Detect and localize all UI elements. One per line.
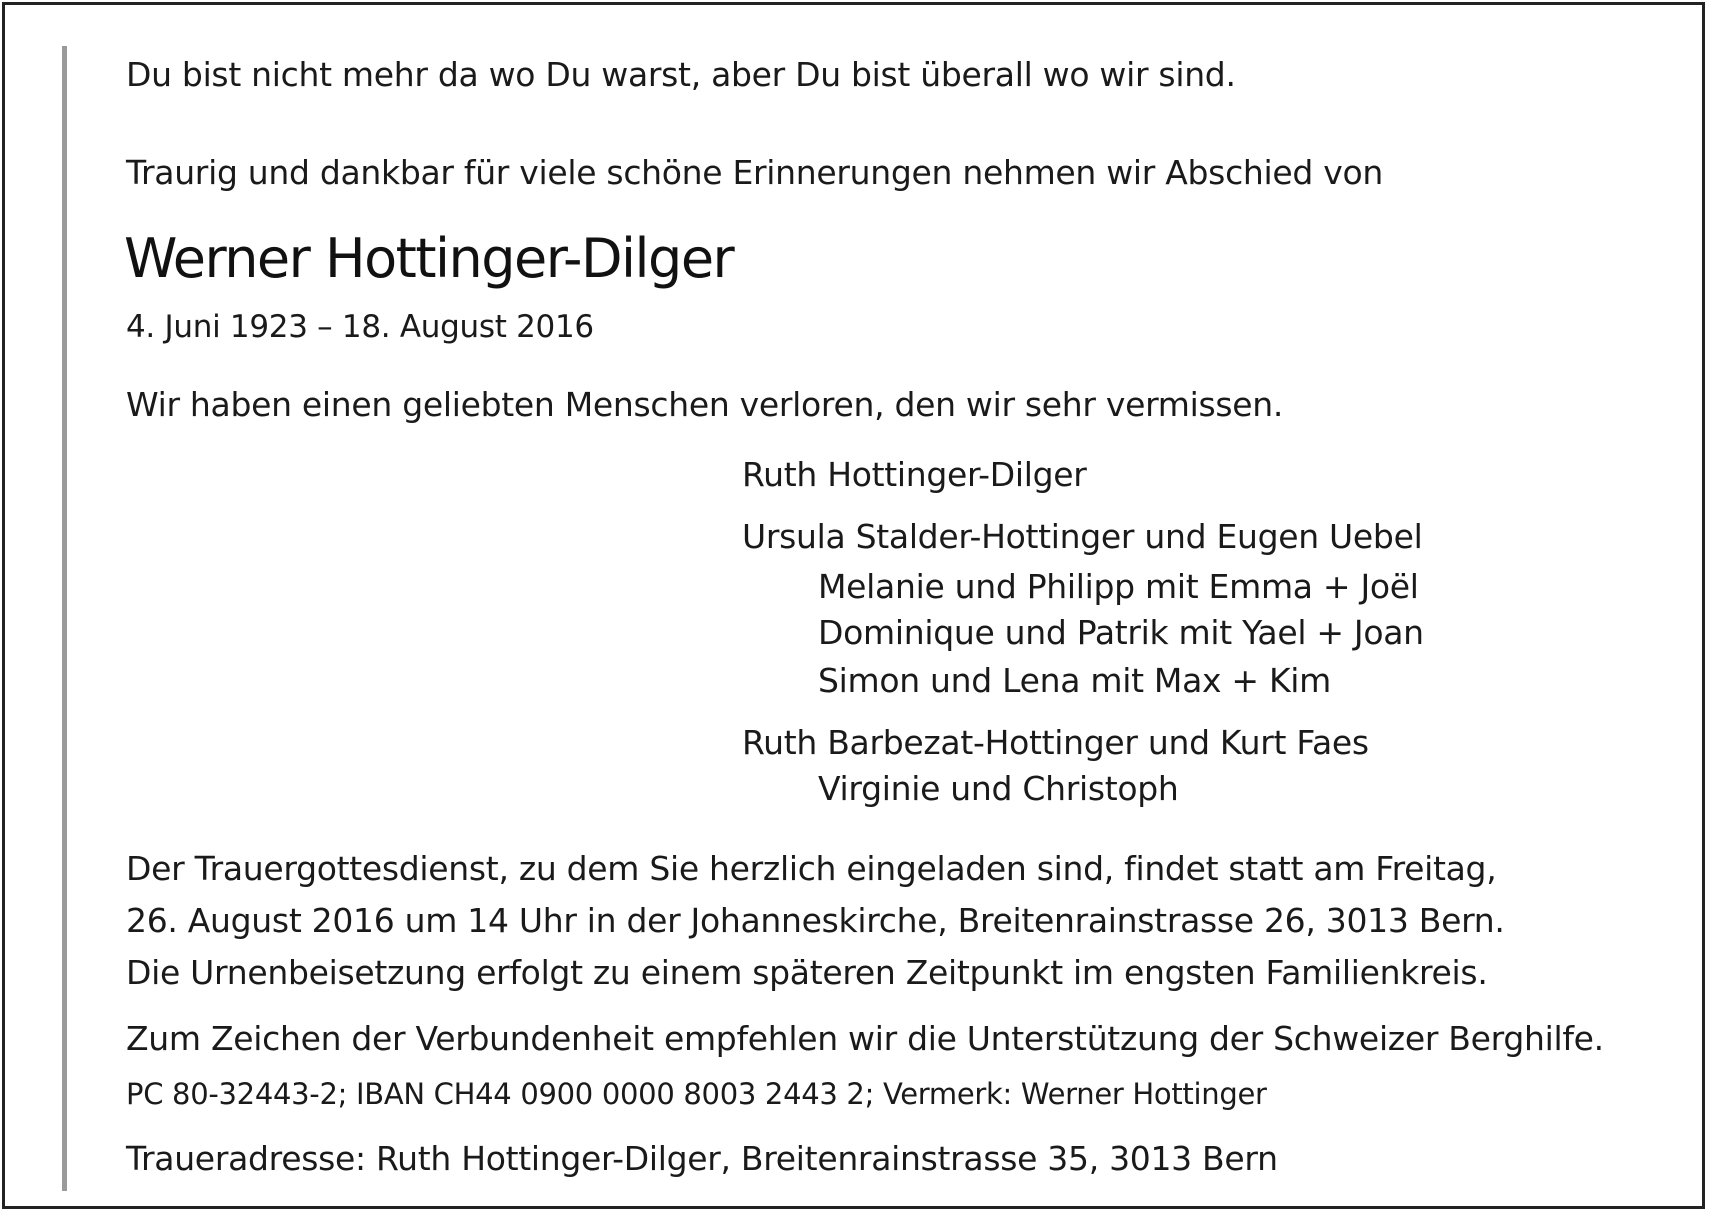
- mourner-spouse: Ruth Hottinger-Dilger: [742, 455, 1087, 494]
- mourning-address: Traueradresse: Ruth Hottinger-Dilger, Breitenrainstrasse 35, 3013 Bern: [126, 1139, 1278, 1178]
- mourner-family-member: Dominique und Patrik mit Yael + Joan: [818, 613, 1424, 652]
- side-rule: [62, 46, 67, 1191]
- service-line: Die Urnenbeisetzung erfolgt zu einem späteren Zeitpunkt im engsten Familienkreis.: [126, 953, 1488, 992]
- mourner-family-head: Ursula Stalder-Hottinger und Eugen Uebel: [742, 517, 1423, 556]
- mourner-family-member: Simon und Lena mit Max + Kim: [818, 661, 1332, 700]
- quote: Du bist nicht mehr da wo Du warst, aber Du bist überall wo wir sind.: [126, 55, 1236, 94]
- mourner-family-member: Melanie und Philipp mit Emma + Joël: [818, 567, 1419, 606]
- intro-text: Traurig und dankbar für viele schöne Erinnerungen nehmen wir Abschied von: [126, 153, 1383, 192]
- deceased-name: Werner Hottinger-Dilger: [124, 227, 734, 290]
- service-line: 26. August 2016 um 14 Uhr in der Johanneskirche, Breitenrainstrasse 26, 3013 Bern.: [126, 901, 1505, 940]
- life-dates: 4. Juni 1923 – 18. August 2016: [126, 309, 594, 345]
- mourner-family-head: Ruth Barbezat-Hottinger und Kurt Faes: [742, 723, 1369, 762]
- donation-text: Zum Zeichen der Verbundenheit empfehlen wir die Unterstützung der Schweizer Berghilfe.: [126, 1019, 1604, 1058]
- service-line: Der Trauergottesdienst, zu dem Sie herzlich eingeladen sind, findet statt am Freitag,: [126, 849, 1497, 888]
- message: Wir haben einen geliebten Menschen verloren, den wir sehr vermissen.: [126, 385, 1284, 424]
- donation-account: PC 80-32443-2; IBAN CH44 0900 0000 8003 2443 2; Vermerk: Werner Hottinger: [126, 1077, 1267, 1111]
- mourner-family-member: Virginie und Christoph: [818, 769, 1179, 808]
